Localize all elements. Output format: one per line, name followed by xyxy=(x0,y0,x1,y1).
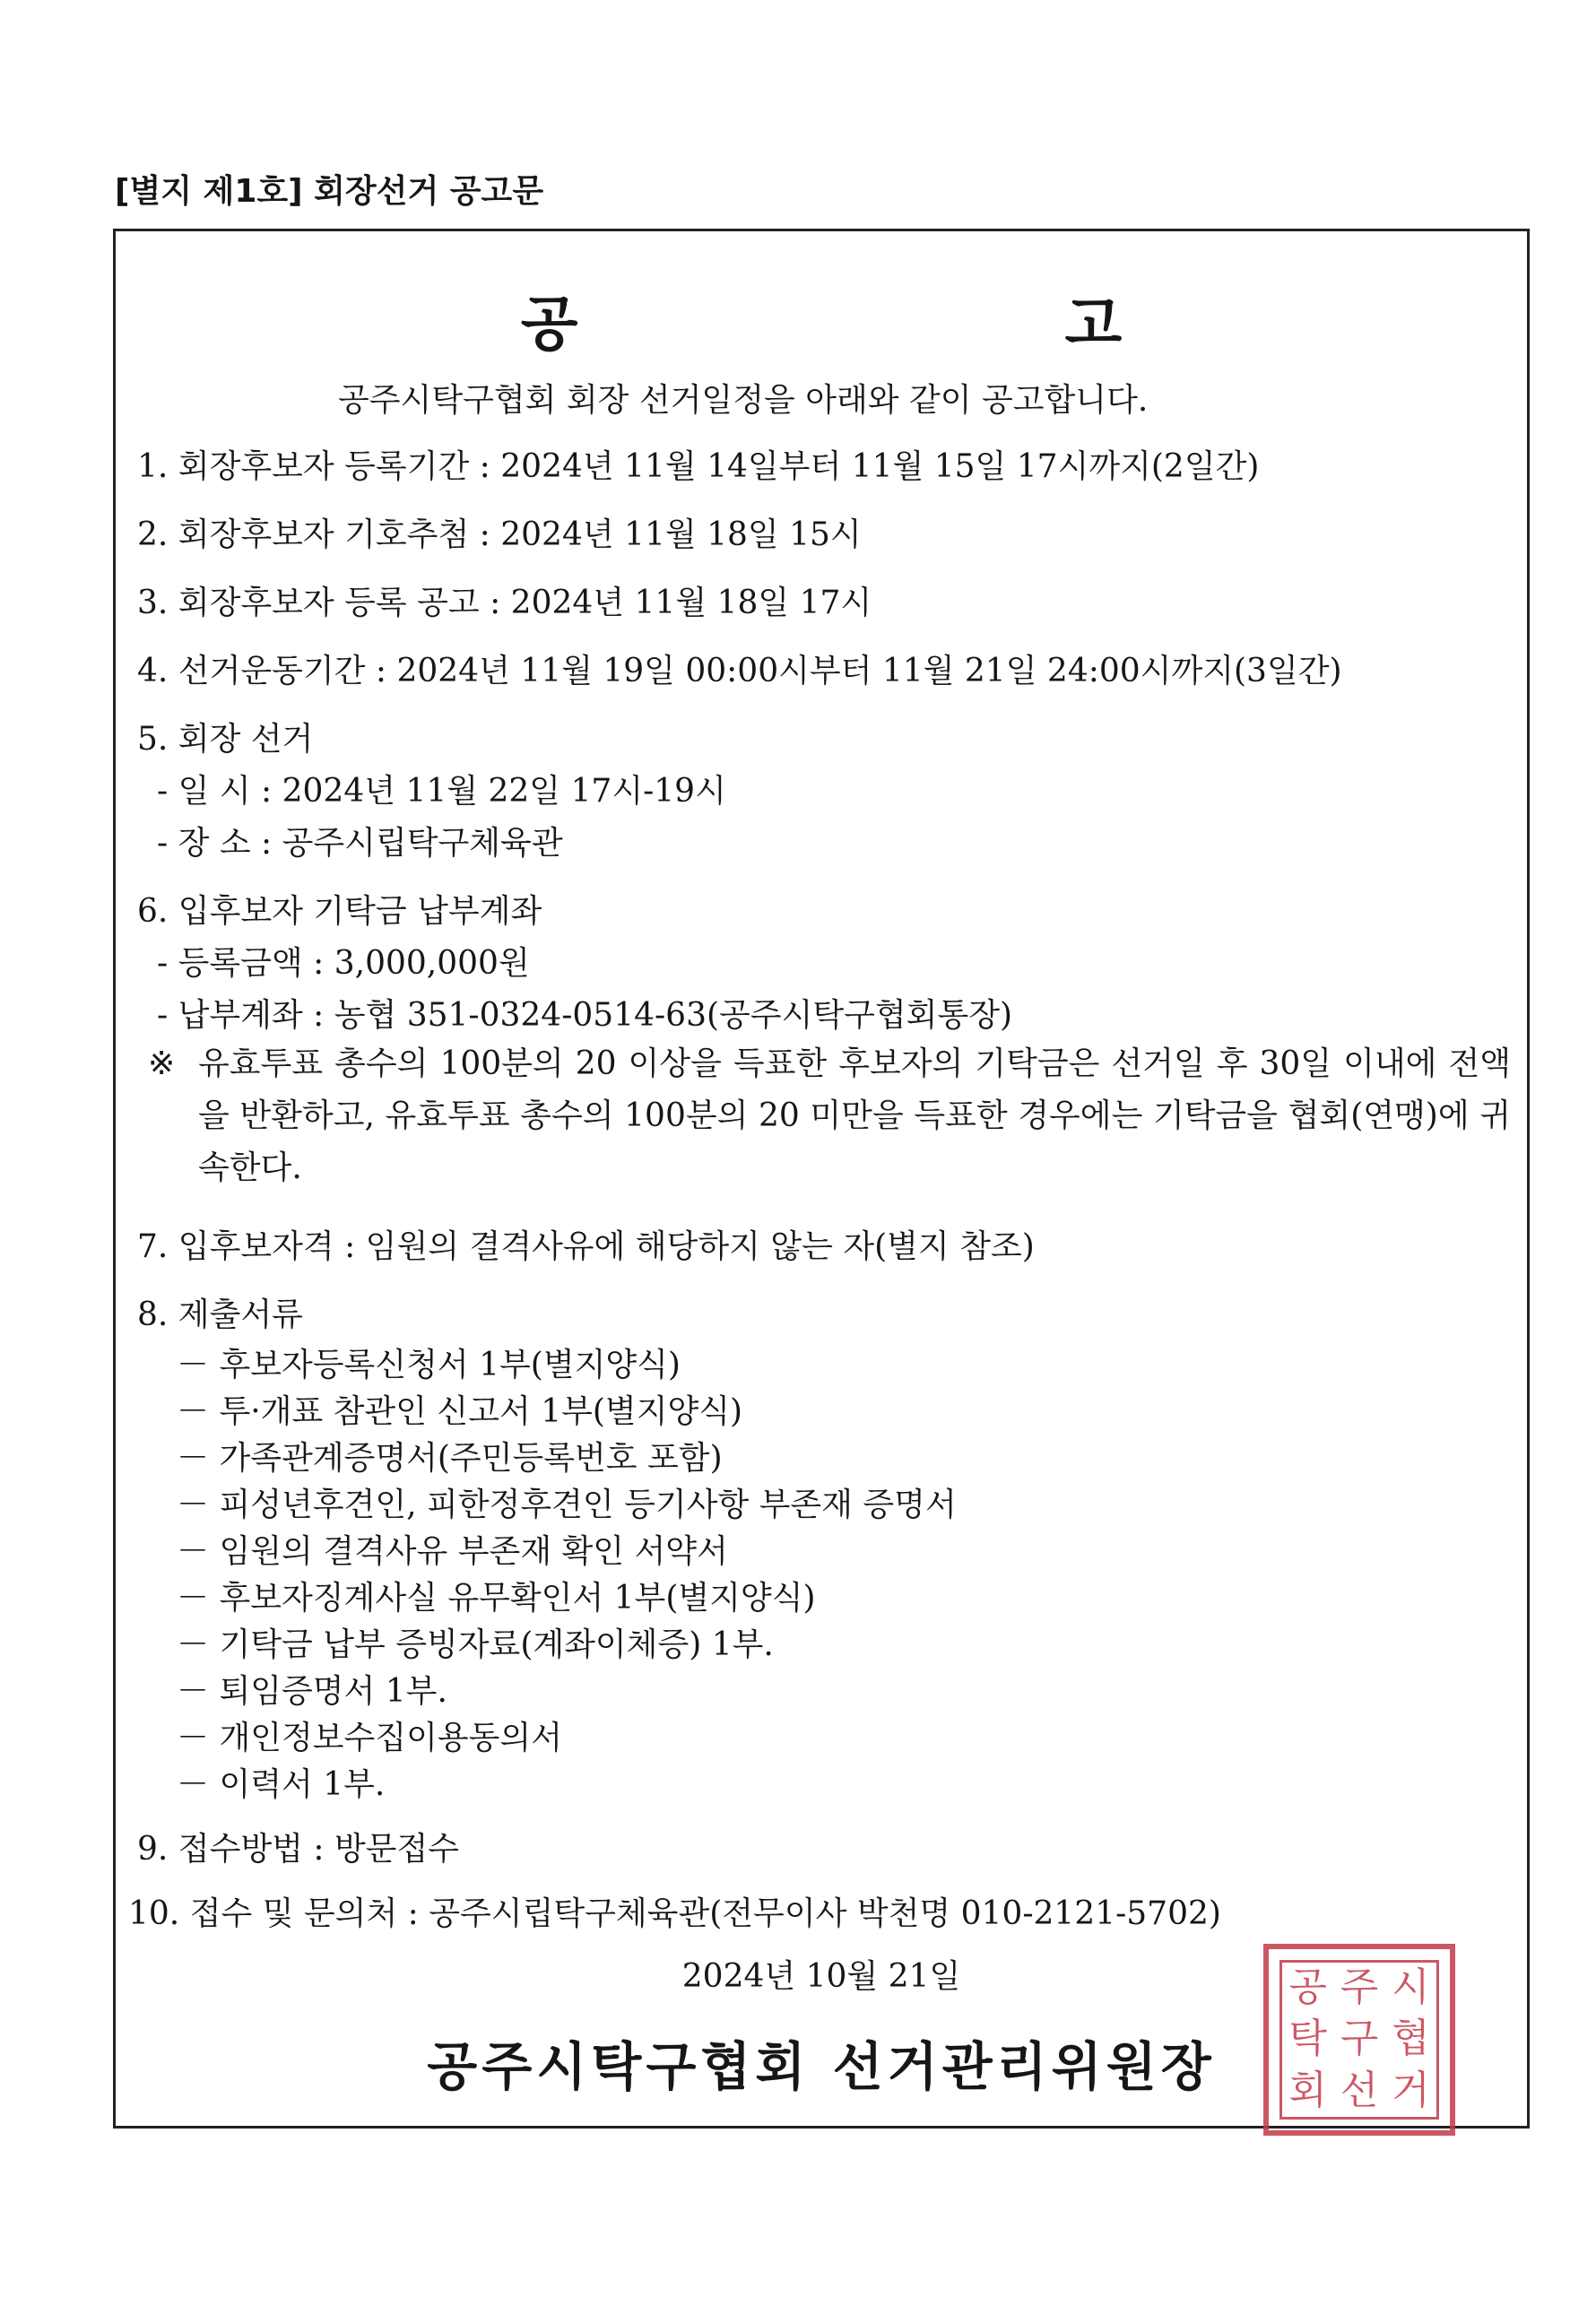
note-text: 유효투표 총수의 100분의 20 이상을 득표한 후보자의 기탁금은 선거일 후 30일 이내에 전액을 반환하고, 유효투표 총수의 100분의 20 미만을 득표한 경우에는 기탁금을 협회(연맹)에 귀속한다. xyxy=(198,1045,1511,1186)
doc-item: － 개인정보수집이용동의서 xyxy=(177,1720,562,1756)
item-5-venue: - 장 소 : 공주시립탁구체육관 xyxy=(157,825,563,862)
seal-glyph: 회 xyxy=(1288,2067,1327,2113)
notice-title: 공 고 xyxy=(520,290,1356,359)
seal-glyph: 협 xyxy=(1392,2016,1430,2062)
item-3: 3. 회장후보자 등록 공고 : 2024년 11월 18일 17시 xyxy=(137,585,872,621)
seal-glyph: 거 xyxy=(1392,2067,1430,2113)
note-mark: ※ xyxy=(148,1045,176,1082)
item-9: 9. 접수방법 : 방문접수 xyxy=(137,1831,460,1868)
seal-glyph: 탁 xyxy=(1288,2016,1327,2062)
item-6-account: - 납부계좌 : 농협 351-0324-0514-63(공주시탁구협회통장) xyxy=(157,997,1013,1034)
doc-item: － 투·개표 참관인 신고서 1부(별지양식) xyxy=(177,1393,743,1430)
doc-item: － 임원의 결격사유 부존재 확인 서약서 xyxy=(177,1533,728,1570)
form-label: [별지 제1호] 회장선거 공고문 xyxy=(115,173,544,210)
intro-text: 공주시탁구협회 회장 선거일정을 아래와 같이 공고합니다. xyxy=(338,382,1149,419)
notice-frame xyxy=(113,229,1530,2129)
doc-item: － 퇴임증명서 1부. xyxy=(177,1673,447,1710)
seal-glyph: 시 xyxy=(1392,1964,1430,2010)
deposit-note xyxy=(148,1038,1511,1194)
doc-item: － 가족관계증명서(주민등록번호 포함) xyxy=(177,1440,723,1477)
doc-item: － 피성년후견인, 피한정후견인 등기사항 부존재 증명서 xyxy=(177,1487,957,1523)
doc-item: － 후보자등록신청서 1부(별지양식) xyxy=(177,1347,681,1383)
item-2: 2. 회장후보자 기호추첨 : 2024년 11월 18일 15시 xyxy=(137,516,862,553)
item-5: 5. 회장 선거 xyxy=(137,721,314,758)
seal-glyph: 공 xyxy=(1288,1964,1327,2010)
item-4: 4. 선거운동기간 : 2024년 11월 19일 00:00시부터 11월 21일 24:00시까지(3일간) xyxy=(137,653,1342,689)
doc-item: － 후보자징계사실 유무확인서 1부(별지양식) xyxy=(177,1580,816,1617)
item-1: 1. 회장후보자 등록기간 : 2024년 11월 14일부터 11월 15일 17시까지(2일간) xyxy=(137,448,1260,485)
signature: 공주시탁구협회 선거관리위원장 xyxy=(427,2036,1216,2097)
item-6-amount: - 등록금액 : 3,000,000원 xyxy=(157,945,530,982)
item-8: 8. 제출서류 xyxy=(137,1296,303,1333)
item-10: 10. 접수 및 문의처 : 공주시립탁구체육관(전무이사 박천명 010-2121-5702) xyxy=(128,1895,1221,1932)
item-6: 6. 입후보자 기탁금 납부계좌 xyxy=(137,893,542,930)
seal-glyph: 주 xyxy=(1340,1964,1379,2010)
seal-glyph: 구 xyxy=(1340,2016,1379,2062)
seal-glyph: 선 xyxy=(1340,2067,1379,2113)
item-5-datetime: - 일 시 : 2024년 11월 22일 17시-19시 xyxy=(157,773,726,810)
doc-item: － 이력서 1부. xyxy=(177,1766,386,1803)
notice-date: 2024년 10월 21일 xyxy=(681,1958,961,1995)
doc-item: － 기탁금 납부 증빙자료(계좌이체증) 1부. xyxy=(177,1626,774,1663)
item-7: 7. 입후보자격 : 임원의 결격사유에 해당하지 않는 자(별지 참조) xyxy=(137,1228,1035,1265)
